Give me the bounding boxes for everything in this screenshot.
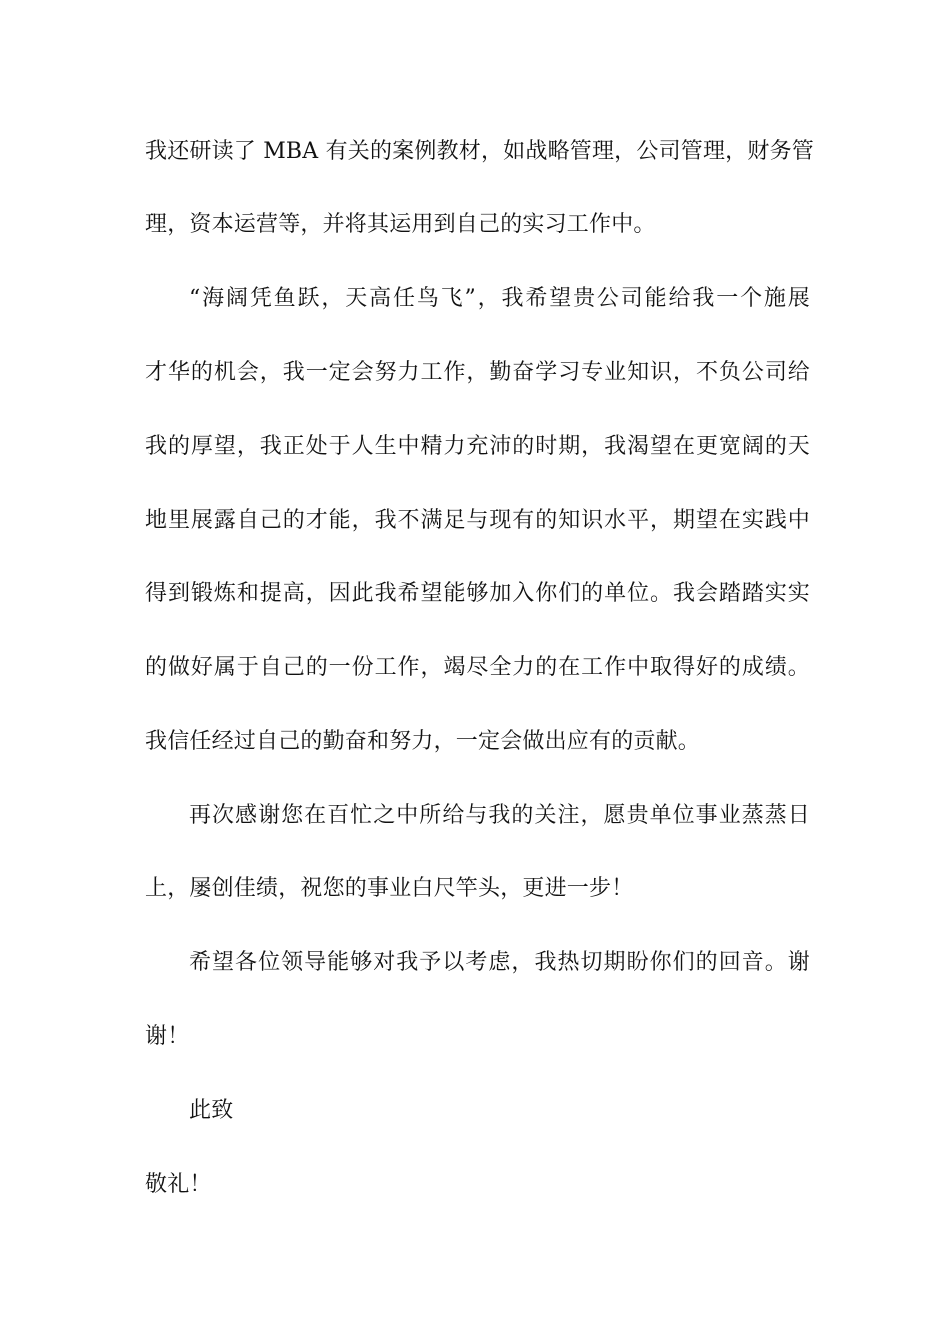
paragraph-line: 得到锻炼和提高，因此我希望能够加入你们的单位。我会踏踏实实 <box>145 581 810 606</box>
paragraph-line: 我还研读了 MBA 有关的案例教材，如战略管理，公司管理，财务管 <box>145 139 814 164</box>
paragraph-line: 谢！ <box>145 1024 190 1049</box>
paragraph-line: 的做好属于自己的一份工作，竭尽全力的在工作中取得好的成绩。 <box>145 655 810 680</box>
paragraph-line: 我的厚望，我正处于人生中精力充沛的时期，我渴望在更宽阔的天 <box>145 434 810 459</box>
salutation-line: 敬礼！ <box>145 1172 212 1197</box>
paragraph-line: “海阔凭鱼跃，天高任鸟飞”，我希望贵公司能给我一个施展 <box>189 286 810 311</box>
paragraph-line: 才华的机会，我一定会努力工作，勤奋学习专业知识，不负公司给 <box>145 360 810 385</box>
paragraph-line: 再次感谢您在百忙之中所给与我的关注，愿贵单位事业蒸蒸日 <box>189 803 810 828</box>
paragraph-line: 理，资本运营等，并将其运用到自己的实习工作中。 <box>145 212 656 237</box>
paragraph-line: 希望各位领导能够对我予以考虑，我热切期盼你们的回音。谢 <box>189 950 810 975</box>
closing-line: 此致 <box>189 1098 234 1123</box>
paragraph-line: 我信任经过自己的勤奋和努力，一定会做出应有的贡献。 <box>145 729 701 754</box>
paragraph-line: 上，屡创佳绩，祝您的事业白尺竿头，更进一步！ <box>145 876 634 901</box>
paragraph-line: 地里展露自己的才能，我不满足与现有的知识水平，期望在实践中 <box>145 508 810 533</box>
